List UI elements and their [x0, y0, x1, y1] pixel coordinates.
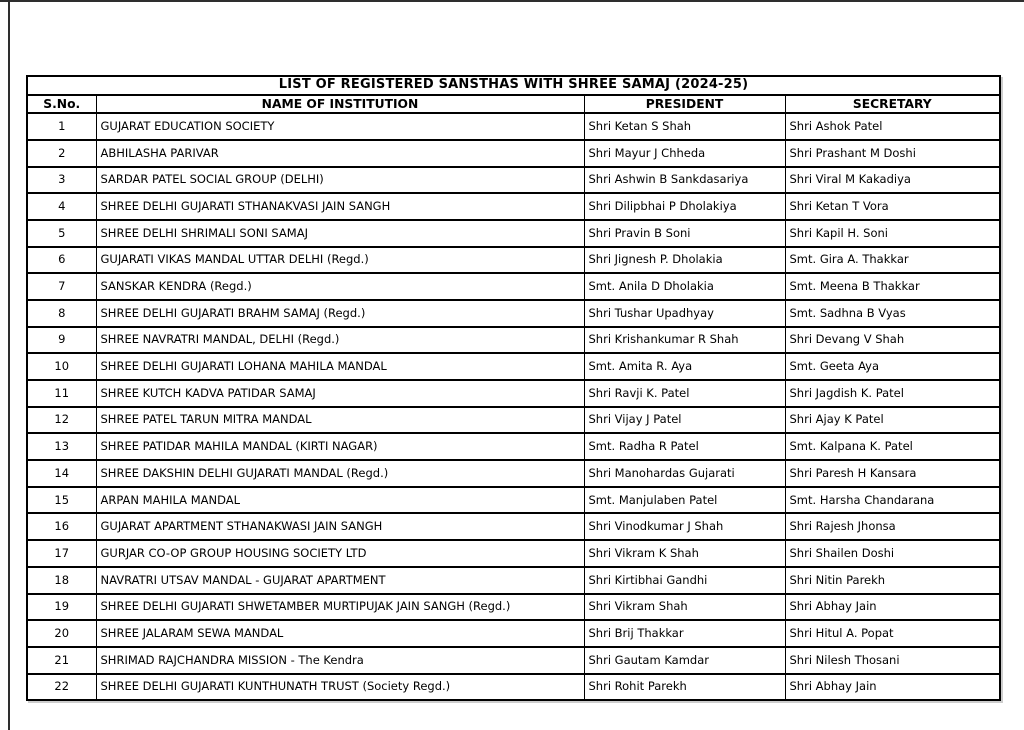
table-row [27, 620, 1000, 647]
cell-president: Shri Manohardas Gujarati [584, 460, 785, 487]
cell-president: Smt. Anila D Dholakia [584, 273, 785, 300]
cell-institution: GUJARATI VIKAS MANDAL UTTAR DELHI (Regd.) [96, 247, 584, 274]
table-row [27, 167, 1000, 194]
cell-president: Shri Rohit Parekh [584, 674, 785, 701]
cell-president: Shri Mayur J Chheda [584, 140, 785, 167]
cell-secretary: Shri Paresh H Kansara [785, 460, 1000, 487]
cell-president: Shri Kirtibhai Gandhi [584, 567, 785, 594]
cell-secretary: Shri Ashok Patel [785, 113, 1000, 140]
cell-institution: SHREE DELHI SHRIMALI SONI SAMAJ [96, 220, 584, 247]
column-header-president: PRESIDENT [584, 95, 785, 113]
cell-secretary: Shri Prashant M Doshi [785, 140, 1000, 167]
cell-institution: SHREE DAKSHIN DELHI GUJARATI MANDAL (Regd.) [96, 460, 584, 487]
cell-institution: GURJAR CO-OP GROUP HOUSING SOCIETY LTD [96, 540, 584, 567]
cell-president: Shri Ashwin B Sankdasariya [584, 167, 785, 194]
table-body [27, 113, 1000, 700]
cell-sno: 22 [27, 674, 96, 701]
cell-sno: 17 [27, 540, 96, 567]
cell-secretary: Shri Nilesh Thosani [785, 647, 1000, 674]
cell-institution: SHREE DELHI GUJARATI SHWETAMBER MURTIPUJAK JAIN SANGH (Regd.) [96, 594, 584, 621]
table-header-row [27, 95, 1000, 113]
cell-secretary: Shri Jagdish K. Patel [785, 380, 1000, 407]
table-row [27, 647, 1000, 674]
table-title-row [27, 76, 1000, 95]
cell-sno: 8 [27, 300, 96, 327]
table-row [27, 220, 1000, 247]
cell-sno: 6 [27, 247, 96, 274]
cell-sno: 9 [27, 327, 96, 354]
cell-sno: 12 [27, 407, 96, 434]
cell-sno: 15 [27, 487, 96, 514]
table-row [27, 380, 1000, 407]
table-row [27, 353, 1000, 380]
cell-institution: SHREE DELHI GUJARATI LOHANA MAHILA MANDAL [96, 353, 584, 380]
table-row [27, 540, 1000, 567]
cell-secretary: Shri Abhay Jain [785, 674, 1000, 701]
cell-president: Shri Vikram K Shah [584, 540, 785, 567]
cell-institution: NAVRATRI UTSAV MANDAL - GUJARAT APARTMENT [96, 567, 584, 594]
cell-sno: 11 [27, 380, 96, 407]
table-row [27, 407, 1000, 434]
cell-president: Shri Krishankumar R Shah [584, 327, 785, 354]
cell-sno: 5 [27, 220, 96, 247]
table-row [27, 487, 1000, 514]
cell-secretary: Shri Rajesh Jhonsa [785, 513, 1000, 540]
cell-institution: GUJARAT APARTMENT STHANAKWASI JAIN SANGH [96, 513, 584, 540]
cell-institution: SANSKAR KENDRA (Regd.) [96, 273, 584, 300]
table-row [27, 433, 1000, 460]
table-row [27, 327, 1000, 354]
cell-sno: 19 [27, 594, 96, 621]
cell-secretary: Smt. Meena B Thakkar [785, 273, 1000, 300]
cell-institution: ARPAN MAHILA MANDAL [96, 487, 584, 514]
column-header-institution: NAME OF INSTITUTION [96, 95, 584, 113]
cell-president: Shri Vijay J Patel [584, 407, 785, 434]
column-header-secretary: SECRETARY [785, 95, 1000, 113]
cell-sno: 21 [27, 647, 96, 674]
cell-institution: SHREE JALARAM SEWA MANDAL [96, 620, 584, 647]
cell-president: Shri Dilipbhai P Dholakiya [584, 193, 785, 220]
page-left-edge [8, 0, 10, 730]
table-row [27, 567, 1000, 594]
cell-sno: 4 [27, 193, 96, 220]
cell-institution: SHREE DELHI GUJARATI KUNTHUNATH TRUST (Society Regd.) [96, 674, 584, 701]
cell-sno: 14 [27, 460, 96, 487]
registered-sansthas-table [26, 75, 1001, 701]
cell-institution: SHREE DELHI GUJARATI STHANAKVASI JAIN SANGH [96, 193, 584, 220]
cell-president: Shri Gautam Kamdar [584, 647, 785, 674]
cell-sno: 1 [27, 113, 96, 140]
cell-sno: 13 [27, 433, 96, 460]
table-title: LIST OF REGISTERED SANSTHAS WITH SHREE SAMAJ (2024-25) [27, 76, 1000, 95]
cell-president: Shri Brij Thakkar [584, 620, 785, 647]
cell-president: Smt. Radha R Patel [584, 433, 785, 460]
cell-secretary: Shri Kapil H. Soni [785, 220, 1000, 247]
cell-president: Shri Vinodkumar J Shah [584, 513, 785, 540]
column-header-sno: S.No. [27, 95, 96, 113]
cell-secretary: Shri Ajay K Patel [785, 407, 1000, 434]
table-row [27, 193, 1000, 220]
cell-sno: 2 [27, 140, 96, 167]
cell-secretary: Shri Shailen Doshi [785, 540, 1000, 567]
table-row [27, 300, 1000, 327]
cell-president: Shri Vikram Shah [584, 594, 785, 621]
table-row [27, 513, 1000, 540]
cell-secretary: Smt. Geeta Aya [785, 353, 1000, 380]
cell-institution: SHRIMAD RAJCHANDRA MISSION - The Kendra [96, 647, 584, 674]
cell-secretary: Smt. Kalpana K. Patel [785, 433, 1000, 460]
table-row [27, 594, 1000, 621]
cell-sno: 7 [27, 273, 96, 300]
cell-president: Shri Tushar Upadhyay [584, 300, 785, 327]
cell-institution: SHREE PATIDAR MAHILA MANDAL (KIRTI NAGAR) [96, 433, 584, 460]
cell-institution: SHREE PATEL TARUN MITRA MANDAL [96, 407, 584, 434]
cell-sno: 3 [27, 167, 96, 194]
cell-sno: 18 [27, 567, 96, 594]
cell-institution: SHREE DELHI GUJARATI BRAHM SAMAJ (Regd.) [96, 300, 584, 327]
cell-secretary: Shri Devang V Shah [785, 327, 1000, 354]
cell-sno: 16 [27, 513, 96, 540]
cell-institution: SARDAR PATEL SOCIAL GROUP (DELHI) [96, 167, 584, 194]
cell-president: Shri Pravin B Soni [584, 220, 785, 247]
cell-secretary: Shri Hitul A. Popat [785, 620, 1000, 647]
cell-secretary: Shri Ketan T Vora [785, 193, 1000, 220]
cell-institution: GUJARAT EDUCATION SOCIETY [96, 113, 584, 140]
cell-secretary: Smt. Harsha Chandarana [785, 487, 1000, 514]
table-row [27, 113, 1000, 140]
cell-institution: ABHILASHA PARIVAR [96, 140, 584, 167]
table-row [27, 460, 1000, 487]
cell-president: Shri Ketan S Shah [584, 113, 785, 140]
table-row [27, 247, 1000, 274]
cell-president: Shri Ravji K. Patel [584, 380, 785, 407]
table-row [27, 140, 1000, 167]
cell-president: Smt. Manjulaben Patel [584, 487, 785, 514]
cell-secretary: Smt. Sadhna B Vyas [785, 300, 1000, 327]
cell-secretary: Shri Viral M Kakadiya [785, 167, 1000, 194]
page-top-edge [0, 0, 1024, 2]
table-row [27, 273, 1000, 300]
cell-secretary: Shri Nitin Parekh [785, 567, 1000, 594]
cell-secretary: Shri Abhay Jain [785, 594, 1000, 621]
table-row [27, 674, 1000, 701]
cell-sno: 20 [27, 620, 96, 647]
cell-institution: SHREE KUTCH KADVA PATIDAR SAMAJ [96, 380, 584, 407]
cell-sno: 10 [27, 353, 96, 380]
cell-president: Shri Jignesh P. Dholakia [584, 247, 785, 274]
cell-president: Smt. Amita R. Aya [584, 353, 785, 380]
cell-secretary: Smt. Gira A. Thakkar [785, 247, 1000, 274]
cell-institution: SHREE NAVRATRI MANDAL, DELHI (Regd.) [96, 327, 584, 354]
